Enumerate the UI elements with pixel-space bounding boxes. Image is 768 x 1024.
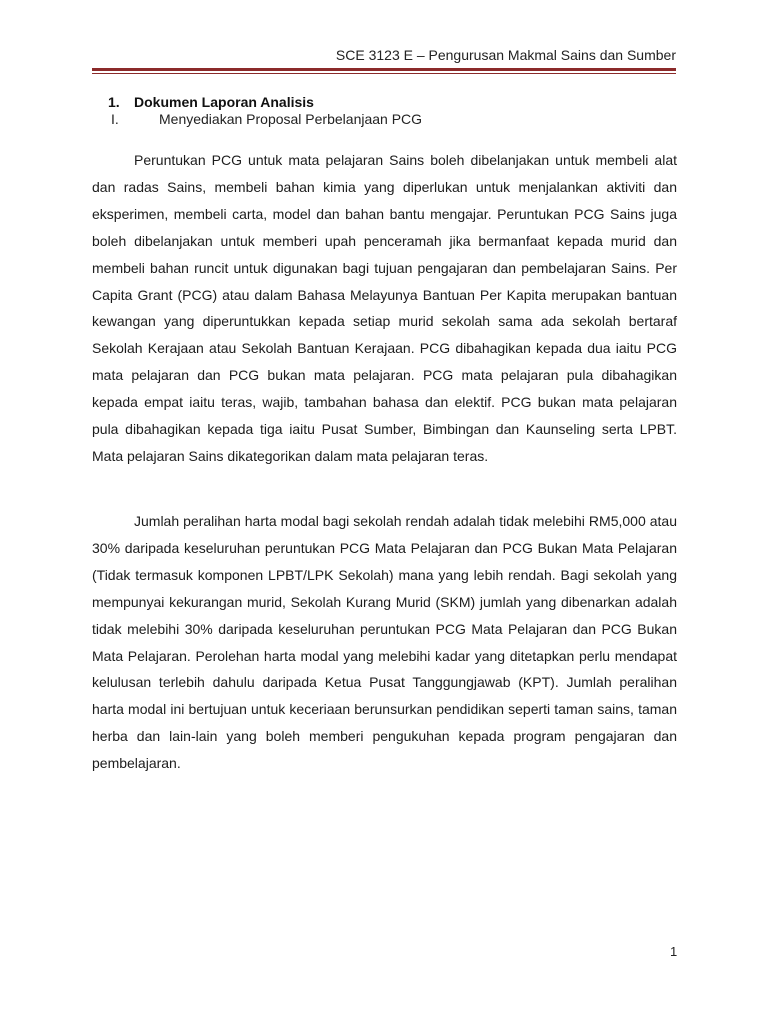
- section-number: 1.: [108, 94, 120, 110]
- subsection-heading: [111, 111, 422, 127]
- section-title: Dokumen Laporan Analisis: [134, 94, 314, 110]
- page-number: 1: [670, 944, 678, 959]
- header-title: SCE 3123 E – Pengurusan Makmal Sains dan Sumber: [335, 47, 676, 63]
- header-rule-thick: [92, 68, 676, 71]
- subsection-number: I.: [111, 111, 119, 127]
- page-header: [92, 44, 676, 72]
- body-paragraph: Jumlah peralihan harta modal bagi sekolah rendah adalah tidak melebihi RM5,000 atau 30% daripada keseluruhan peruntukan PCG Mata Pelajaran dan PCG Bukan Mata Pelajaran (Tidak termasuk komponen LPBT/LPK Sekolah) mana yang lebih rendah. Bagi sekolah yang mempunyai kekurangan murid, Sekolah Kurang Murid (SKM) jumlah yang dibenarkan adalah tidak melebihi 30% daripada keseluruhan peruntukan PCG Mata Pelajaran dan PCG Bukan Mata Pelajaran. Perolehan harta modal yang melebihi kadar yang ditetapkan perlu mendapat kelulusan terlebih dahulu daripada Ketua Pusat Tanggungjawab (KPT). Jumlah peralihan harta modal ini bertujuan untuk keceriaan berunsurkan pendidikan seperti taman sains, taman herba dan lain-lain yang boleh memberi pengukuhan kepada program pengajaran dan pembelajaran.: [92, 513, 677, 772]
- body-paragraph: Peruntukan PCG untuk mata pelajaran Sains boleh dibelanjakan untuk membeli alat dan radas Sains, membeli bahan kimia yang diperlukan untuk menjalankan aktiviti dan eksperimen, membeli carta, model dan bahan bantu mengajar. Peruntukan PCG Sains juga boleh dibelanjakan untuk memberi upah penceramah jika bermanfaat kepada murid dan membeli bahan runcit untuk digunakan bagi tujuan pengajaran dan pembelajaran Sains. Per Capita Grant (PCG) atau dalam Bahasa Melayunya Bantuan Per Kapita merupakan bantuan kewangan yang diperuntukkan kepada setiap murid sekolah sama ada sekolah bertaraf Sekolah Kerajaan atau Sekolah Bantuan Kerajaan. PCG dibahagikan kepada dua iaitu PCG mata pelajaran dan PCG bukan mata pelajaran. PCG mata pelajaran pula dibahagikan kepada empat iaitu teras, wajib, tambahan bahasa dan elektif. PCG bukan mata pelajaran pula dibahagikan kepada tiga iaitu Pusat Sumber, Bimbingan dan Kaunseling serta LPBT. Mata pelajaran Sains dikategorikan dalam mata pelajaran teras.: [92, 152, 677, 464]
- subsection-title: Menyediakan Proposal Perbelanjaan PCG: [159, 111, 423, 127]
- section-heading: [108, 94, 314, 110]
- header-rule-thin: [92, 73, 676, 74]
